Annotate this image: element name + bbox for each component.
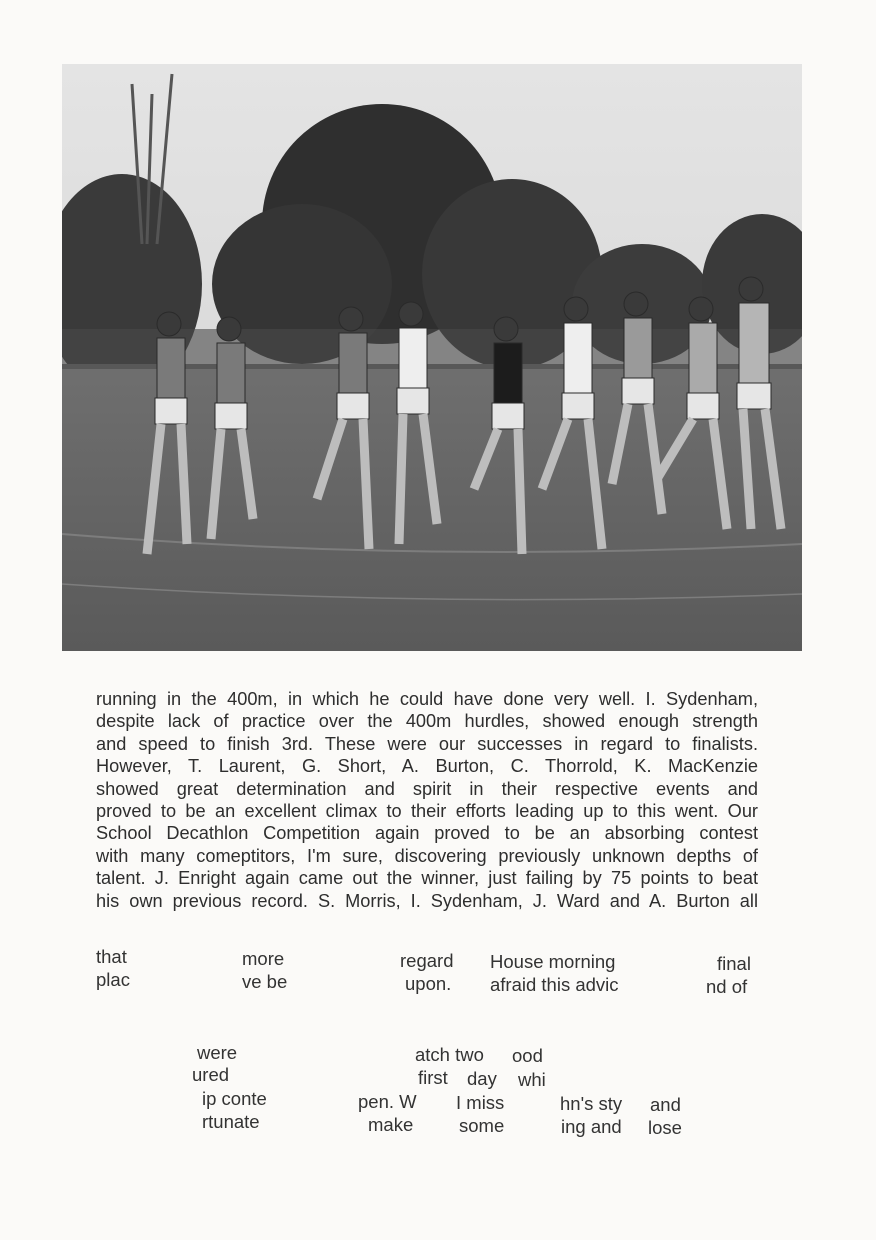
paragraph-line: despite lack of practice over the 400m hurdles, showed enough strength (96, 711, 758, 732)
text-fragment: lose (648, 1117, 682, 1138)
text-fragment: regard (400, 950, 454, 971)
paragraph-line: However, T. Laurent, G. Short, A. Burton, C. Thorrold, K. MacKenzie (96, 756, 758, 777)
paragraph-line: School Decathlon Competition again proved to be an absorbing contest (96, 823, 758, 844)
text-fragment: plac (96, 969, 130, 990)
text-fragment: ve be (242, 971, 288, 992)
text-fragment: ip conte (202, 1088, 267, 1109)
text-fragment: more (242, 948, 285, 969)
text-fragment: final (717, 953, 751, 974)
text-fragment: first (418, 1067, 448, 1088)
text-fragment: and (650, 1094, 681, 1115)
text-fragment: that (96, 946, 127, 967)
text-fragment: were (197, 1042, 238, 1063)
text-fragment: hn's sty (560, 1093, 623, 1114)
paragraph-line: showed great determination and spirit in their respective events and (96, 778, 758, 799)
paragraph-line: with many comeptitors, I'm sure, discovering previously unknown depths of (96, 845, 758, 866)
race-photograph (62, 64, 802, 651)
text-fragment: day (467, 1068, 497, 1089)
runners-image (62, 64, 802, 651)
text-fragment: afraid this advic (490, 974, 619, 995)
paragraph-line: talent. J. Enright again came out the winner, just failing by 75 points to beat (96, 868, 758, 889)
text-fragment: pen. W (358, 1091, 417, 1112)
article-paragraph (96, 688, 758, 912)
paragraph-line: his own previous record. S. Morris, I. Sydenham, J. Ward and A. Burton all (96, 890, 758, 911)
text-fragment: ood (512, 1045, 543, 1066)
text-fragment: nd of (706, 976, 748, 997)
paragraph-line: running in the 400m, in which he could have done very well. I. Sydenham, (96, 689, 758, 709)
text-fragment: whi (518, 1069, 546, 1090)
text-fragment: rtunate (202, 1111, 260, 1132)
text-fragment: make (368, 1114, 414, 1135)
text-fragment: some (459, 1115, 505, 1136)
paragraph-line: proved to be an excellent climax to their efforts leading up to this went. Our (96, 801, 758, 822)
paragraph-line: and speed to finish 3rd. These were our successes in regard to finalists. (96, 733, 758, 754)
text-fragment: House morning (490, 951, 616, 972)
text-fragment: ured (192, 1064, 230, 1085)
text-fragment: ing and (561, 1116, 622, 1137)
text-fragment: atch two (415, 1044, 484, 1065)
text-fragment: I miss (456, 1092, 505, 1113)
text-fragment: upon. (405, 973, 452, 994)
